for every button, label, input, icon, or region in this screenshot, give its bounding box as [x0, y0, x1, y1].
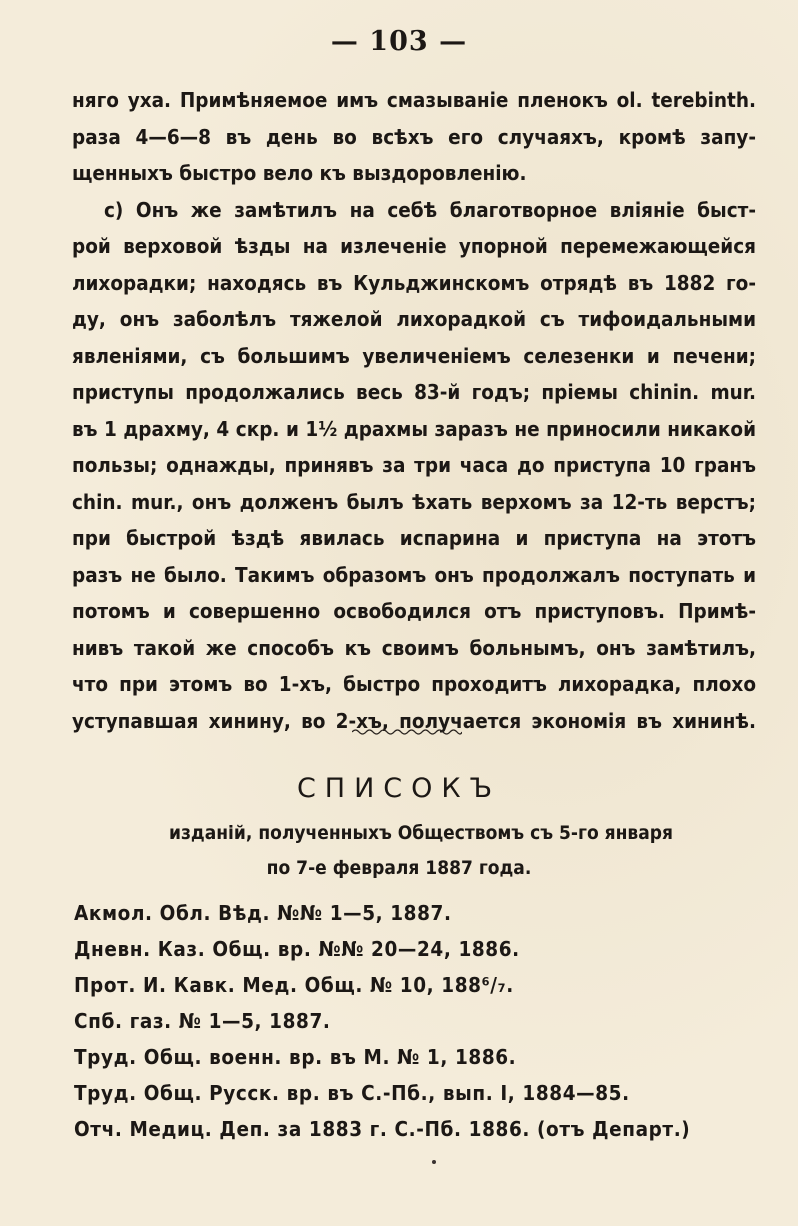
text-line: въ 1 драхму, 4 скр. и 1½ драхмы заразъ не приносили никакой — [72, 416, 756, 441]
text-line: нивъ такой же способъ къ своимъ больнымъ, онъ замѣтилъ, — [72, 635, 756, 660]
text-line: щенныхъ быстро вело къ выздоровленiю. — [72, 161, 527, 185]
text-line: раза 4—6—8 въ день во всѣхъ его случаяхъ, кромѣ запу- — [72, 124, 756, 149]
wavy-divider — [352, 727, 462, 737]
text-line: ду, онъ заболѣлъ тяжелой лихорадкой съ тифоидальными — [72, 307, 756, 331]
paragraph-text — [72, 82, 756, 739]
list-subtitle: изданiй, полученныхъ Обществомъ съ 5-го января — [168, 822, 673, 844]
text-line: chin. mur., онъ долженъ былъ ѣхать верхомъ за 12-ть верстъ; — [72, 489, 756, 514]
list-title: СПИСОКЪ — [296, 773, 502, 804]
page-number: — 103 — — [330, 26, 468, 57]
list-item: Спб. газ. № 1—5, 1887. — [74, 1009, 331, 1033]
list-item: Прот. И. Кавк. Мед. Общ. № 10, 188⁶/₇. — [74, 973, 514, 997]
text-line: рой верховой ѣзды на излеченiе упорной перемежающейся — [72, 234, 756, 258]
text-line: уступавшая хинину, во 2-хъ, получается экономiя въ хининѣ. — [72, 708, 756, 733]
text-line: разъ не было. Такимъ образомъ онъ продолжалъ поступать и — [72, 562, 756, 587]
text-line: c) Онъ же замѣтилъ на себѣ благотворное влiянiе быст- — [104, 197, 756, 222]
list-item: Акмол. Обл. Вѣд. №№ 1—5, 1887. — [74, 901, 452, 925]
text-line: приступы продолжались весь 83-й годъ; прiемы chinin. mur. — [72, 380, 756, 404]
text-line: при быстрой ѣздѣ явилась испарина и приступа на этотъ — [72, 526, 756, 550]
text-line: няго уха. Примѣняемое имъ смазыванiе пленокъ ol. terebinth. — [72, 88, 756, 112]
list-item: Труд. Общ. военн. вр. въ М. № 1, 1886. — [74, 1045, 517, 1069]
ink-dot — [432, 1160, 436, 1164]
text-line: что при этомъ во 1-хъ, быстро проходитъ лихорадка, плохо — [72, 672, 756, 696]
list-item: Труд. Общ. Русск. вр. въ С.-Пб., вып. I, 1884—85. — [74, 1081, 630, 1105]
list-item: Дневн. Каз. Общ. вр. №№ 20—24, 1886. — [74, 937, 520, 961]
text-line: лихорадки; находясь въ Кульджинскомъ отрядѣ въ 1882 го- — [72, 270, 756, 295]
text-line: явленiями, съ большимъ увеличенiемъ селезенки и печени; — [72, 343, 756, 368]
text-line: потомъ и совершенно освободился отъ приступовъ. Примѣ- — [72, 599, 756, 623]
list-subtitle: по 7-е февраля 1887 года. — [266, 857, 532, 879]
text-line: пользы; однажды, принявъ за три часа до приступа 10 гранъ — [72, 453, 756, 477]
list-item: Отч. Медиц. Деп. за 1883 г. С.-Пб. 1886. (отъ Департ.) — [74, 1117, 691, 1141]
publication-list — [74, 895, 764, 1147]
